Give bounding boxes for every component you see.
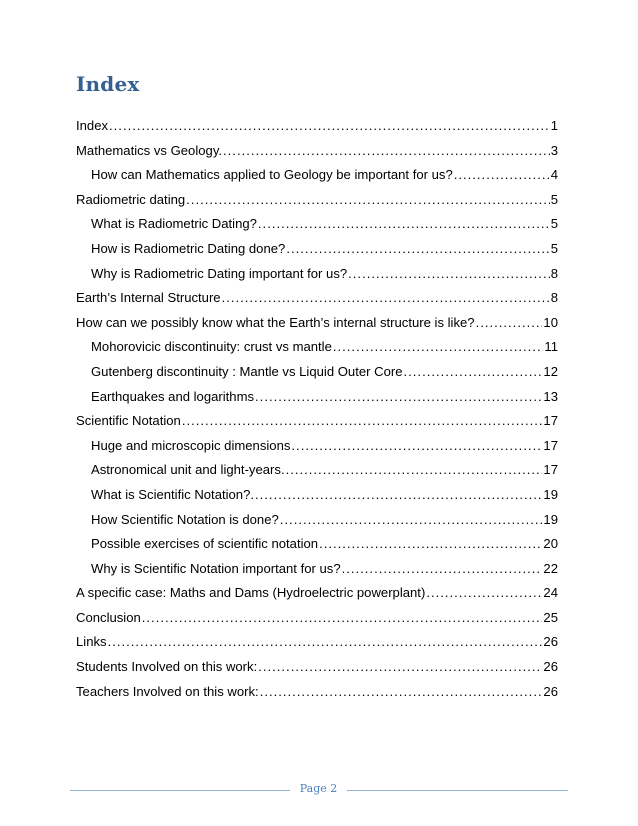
toc-entry-title: Scientific Notation bbox=[76, 413, 181, 429]
toc-dot-leader bbox=[109, 118, 550, 133]
toc-entry-title: How Scientific Notation is done? bbox=[91, 511, 279, 527]
toc-entry-page-number: 26 bbox=[543, 659, 558, 675]
toc-dot-leader bbox=[186, 192, 550, 207]
toc-entry[interactable] bbox=[76, 266, 558, 291]
toc-dot-leader bbox=[476, 315, 543, 330]
toc-entry-page-number: 17 bbox=[543, 462, 558, 478]
toc-entry[interactable] bbox=[76, 167, 558, 192]
toc-dot-leader bbox=[286, 462, 543, 477]
toc-entry-title: Mohorovicic discontinuity: crust vs mantle bbox=[91, 339, 332, 355]
toc-dot-leader bbox=[223, 143, 550, 158]
toc-entry[interactable] bbox=[76, 684, 558, 709]
footer-rule-left bbox=[70, 790, 290, 791]
toc-entry-title: Students Involved on this work: bbox=[76, 659, 258, 675]
toc-entry-page-number: 22 bbox=[543, 560, 558, 576]
toc-entry-title: Teachers Involved on this work: bbox=[76, 683, 259, 699]
toc-entry-title: Earth’s Internal Structure bbox=[76, 290, 221, 306]
toc-entry-page-number: 5 bbox=[550, 240, 558, 256]
toc-entry[interactable] bbox=[76, 487, 558, 512]
toc-entry-title: A specific case: Maths and Dams (Hydroelectric powerplant) bbox=[76, 585, 426, 601]
toc-entry-page-number: 26 bbox=[543, 634, 558, 650]
toc-dot-leader bbox=[291, 438, 542, 453]
toc-entry-page-number: 24 bbox=[543, 585, 558, 601]
toc-dot-leader bbox=[222, 290, 550, 305]
toc-entry-title: Astronomical unit and light-years. bbox=[91, 462, 285, 478]
toc-dot-leader bbox=[426, 585, 542, 600]
toc-entry-title: Conclusion bbox=[76, 609, 141, 625]
toc-entry[interactable] bbox=[76, 216, 558, 241]
toc-entry-title: How is Radiometric Dating done? bbox=[91, 240, 286, 256]
toc-entry-title: Earthquakes and logarithms bbox=[91, 388, 255, 404]
toc-entry-page-number: 8 bbox=[550, 290, 558, 306]
index-heading: Index bbox=[76, 72, 140, 96]
toc-entry[interactable] bbox=[76, 241, 558, 266]
toc-entry[interactable] bbox=[76, 118, 558, 143]
toc-entry-page-number: 25 bbox=[543, 609, 558, 625]
toc-entry[interactable] bbox=[76, 290, 558, 315]
toc-entry-page-number: 11 bbox=[544, 339, 558, 355]
toc-entry[interactable] bbox=[76, 192, 558, 217]
toc-dot-leader bbox=[348, 266, 550, 281]
toc-dot-leader bbox=[260, 684, 543, 699]
toc-entry-page-number: 20 bbox=[543, 536, 558, 552]
toc-dot-leader bbox=[319, 536, 542, 551]
toc-entry-title: Radiometric dating bbox=[76, 191, 186, 207]
toc-dot-leader bbox=[286, 241, 549, 256]
toc-entry-title: What is Radiometric Dating? bbox=[91, 216, 257, 232]
toc-entry[interactable] bbox=[76, 339, 558, 364]
toc-entry-page-number: 5 bbox=[550, 191, 558, 207]
toc-entry[interactable] bbox=[76, 561, 558, 586]
toc-entry[interactable] bbox=[76, 634, 558, 659]
toc-entry-title: What is Scientific Notation?. bbox=[91, 486, 255, 502]
toc-entry-page-number: 19 bbox=[543, 511, 558, 527]
toc-entry-page-number: 17 bbox=[543, 437, 558, 453]
toc-entry-page-number: 12 bbox=[543, 363, 558, 379]
toc-dot-leader bbox=[182, 413, 543, 428]
toc-entry-title: How can Mathematics applied to Geology be important for us? bbox=[91, 167, 453, 183]
toc-dot-leader bbox=[454, 167, 550, 182]
toc-entry[interactable] bbox=[76, 413, 558, 438]
footer-rule-right bbox=[347, 790, 568, 791]
toc-dot-leader bbox=[404, 364, 543, 379]
toc-entry-title: Index bbox=[76, 118, 109, 133]
toc-entry-title: Huge and microscopic dimensions bbox=[91, 437, 291, 453]
toc-entry[interactable] bbox=[76, 462, 558, 487]
toc-dot-leader bbox=[255, 389, 542, 404]
toc-entry-page-number: 13 bbox=[543, 388, 558, 404]
toc-entry-page-number: 19 bbox=[543, 486, 558, 502]
toc-dot-leader bbox=[280, 512, 543, 527]
toc-entry-title: Why is Radiometric Dating important for us? bbox=[91, 265, 348, 281]
page-footer bbox=[0, 780, 638, 800]
toc-entry[interactable] bbox=[76, 512, 558, 537]
toc-dot-leader bbox=[258, 659, 542, 674]
toc-entry-title: Links bbox=[76, 634, 107, 650]
page-number: Page 2 bbox=[299, 782, 338, 795]
toc-entry-title: Mathematics vs Geology. bbox=[76, 142, 223, 158]
toc-dot-leader bbox=[108, 634, 543, 649]
toc-entry-page-number: 17 bbox=[543, 413, 558, 429]
toc-entry[interactable] bbox=[76, 659, 558, 684]
toc-entry-page-number: 10 bbox=[543, 314, 558, 330]
toc-dot-leader bbox=[333, 339, 544, 354]
toc-entry[interactable] bbox=[76, 610, 558, 635]
toc-entry[interactable] bbox=[76, 536, 558, 561]
toc-dot-leader bbox=[255, 487, 542, 502]
toc-entry-title: Why is Scientific Notation important for us? bbox=[91, 560, 341, 576]
toc-entry[interactable] bbox=[76, 389, 558, 414]
toc-entry[interactable] bbox=[76, 143, 558, 168]
toc-dot-leader bbox=[142, 610, 543, 625]
toc-dot-leader bbox=[258, 216, 550, 231]
toc-entry-page-number: 8 bbox=[550, 265, 558, 281]
toc-entry-page-number: 4 bbox=[550, 167, 558, 183]
table-of-contents bbox=[76, 118, 558, 708]
toc-entry-page-number: 1 bbox=[550, 118, 558, 133]
toc-entry-title: Gutenberg discontinuity : Mantle vs Liquid Outer Core bbox=[91, 363, 403, 379]
toc-entry-page-number: 26 bbox=[543, 683, 558, 699]
toc-entry-page-number: 5 bbox=[550, 216, 558, 232]
toc-entry-page-number: 3 bbox=[550, 142, 558, 158]
toc-dot-leader bbox=[342, 561, 543, 576]
toc-entry-title: Possible exercises of scientific notation bbox=[91, 536, 319, 552]
toc-entry[interactable] bbox=[76, 315, 558, 340]
toc-entry[interactable] bbox=[76, 438, 558, 463]
toc-entry-title: How can we possibly know what the Earth’s internal structure is like? bbox=[76, 314, 475, 330]
toc-entry[interactable] bbox=[76, 364, 558, 389]
toc-entry[interactable] bbox=[76, 585, 558, 610]
